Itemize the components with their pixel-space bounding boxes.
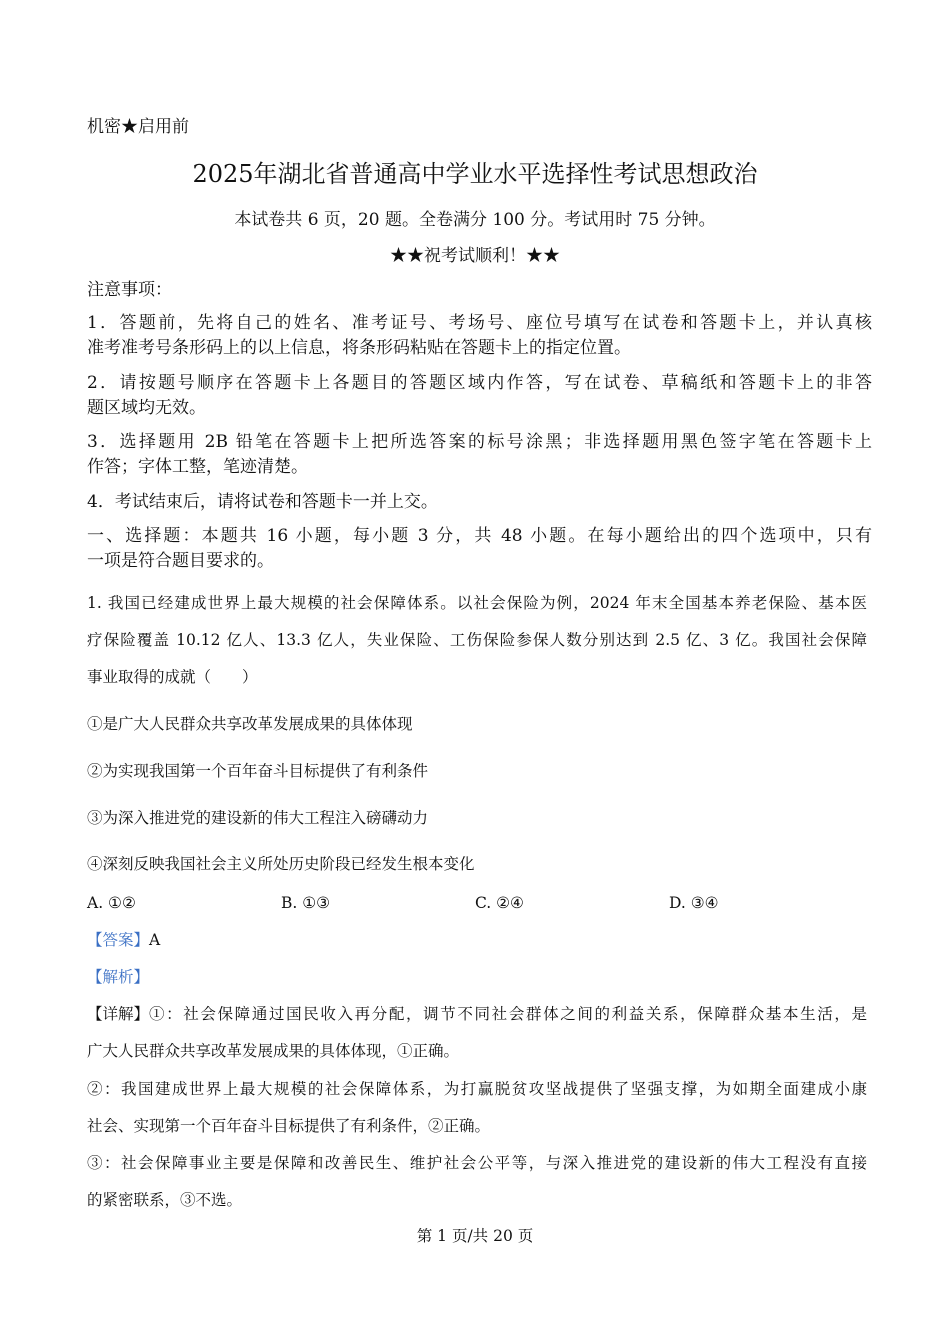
option-c: C. ②④ [475, 894, 524, 912]
question-stem: 1. 我国已经建成世界上最大规模的社会保障体系。以社会保险为例，2024 年末全国基本养老保险、基本医 [87, 594, 867, 612]
classification-label: 机密★启用前 [87, 117, 189, 137]
detail-text: 的紧密联系，③不选。 [87, 1191, 243, 1209]
statement: ④深刻反映我国社会主义所处历史阶段已经发生根本变化 [87, 855, 475, 873]
notice-item: 2．请按题号顺序在答题卡上各题目的答题区域内作答，写在试卷、草稿纸和答题卡上的非答 [87, 373, 872, 393]
section-heading: 一项是符合题目要求的。 [87, 551, 274, 571]
detail-label: 【详解】 [87, 1005, 150, 1023]
detail-text: 广大人民群众共享改革发展成果的具体体现，①正确。 [87, 1042, 460, 1060]
section-heading: 一、选择题：本题共 16 小题，每小题 3 分，共 48 小题。在每小题给出的四个选项中，只有 [87, 526, 872, 546]
detail-line [87, 1003, 867, 1025]
question-stem: 疗保险覆盖 10.12 亿人、13.3 亿人，失业保险、工伤保险参保人数分别达到 2.5 亿、3 亿。我国社会保障 [87, 631, 867, 649]
option-b: B. ①③ [281, 894, 331, 912]
statement: ②为实现我国第一个百年奋斗目标提供了有利条件 [87, 762, 429, 780]
answer-value: A [149, 931, 161, 949]
detail-text: ②：我国建成世界上最大规模的社会保障体系，为打赢脱贫攻坚战提供了坚强支撑，为如期全面建成小康 [87, 1080, 867, 1098]
notice-item: 1．答题前，先将自己的姓名、准考证号、考场号、座位号填写在试卷和答题卡上，并认真核 [87, 313, 872, 333]
option-d: D. ③④ [669, 894, 719, 912]
notice-item: 4．考试结束后，请将试卷和答题卡一并上交。 [87, 492, 438, 512]
answer-label: 【答案】 [87, 931, 150, 949]
detail-text: 社会、实现第一个百年奋斗目标提供了有利条件，②正确。 [87, 1117, 491, 1135]
page-title: 2025年湖北省普通高中学业水平选择性考试思想政治 [192, 160, 758, 188]
notice-item: 作答；字体工整，笔迹清楚。 [87, 457, 308, 477]
question-stem: 事业取得的成就（ ） [87, 668, 258, 686]
wish-text: ★★祝考试顺利！★★ [390, 246, 560, 266]
answer-line [87, 929, 160, 951]
notice-heading: 注意事项： [87, 280, 172, 300]
statement: ①是广大人民群众共享改革发展成果的具体体现 [87, 715, 413, 733]
statement: ③为深入推进党的建设新的伟大工程注入磅礴动力 [87, 809, 429, 827]
option-a: A. ①② [87, 894, 136, 912]
notice-item: 准考准考号条形码上的以上信息，将条形码粘贴在答题卡上的指定位置。 [87, 338, 631, 358]
analysis-label: 【解析】 [87, 968, 150, 986]
exam-info: 本试卷共 6 页，20 题。全卷满分 100 分。考试用时 75 分钟。 [234, 210, 716, 230]
detail-text: ①：社会保障通过国民收入再分配，调节不同社会群体之间的利益关系，保障群众基本生活，是 [149, 1005, 867, 1023]
detail-text: ③：社会保障事业主要是保障和改善民生、维护社会公平等，与深入推进党的建设新的伟大工程没有直接 [87, 1154, 867, 1172]
page-footer: 第 1 页/共 20 页 [416, 1227, 534, 1245]
notice-item: 题区域均无效。 [87, 398, 206, 418]
notice-item: 3．选择题用 2B 铅笔在答题卡上把所选答案的标号涂黑；非选择题用黑色签字笔在答题卡上 [87, 432, 872, 452]
